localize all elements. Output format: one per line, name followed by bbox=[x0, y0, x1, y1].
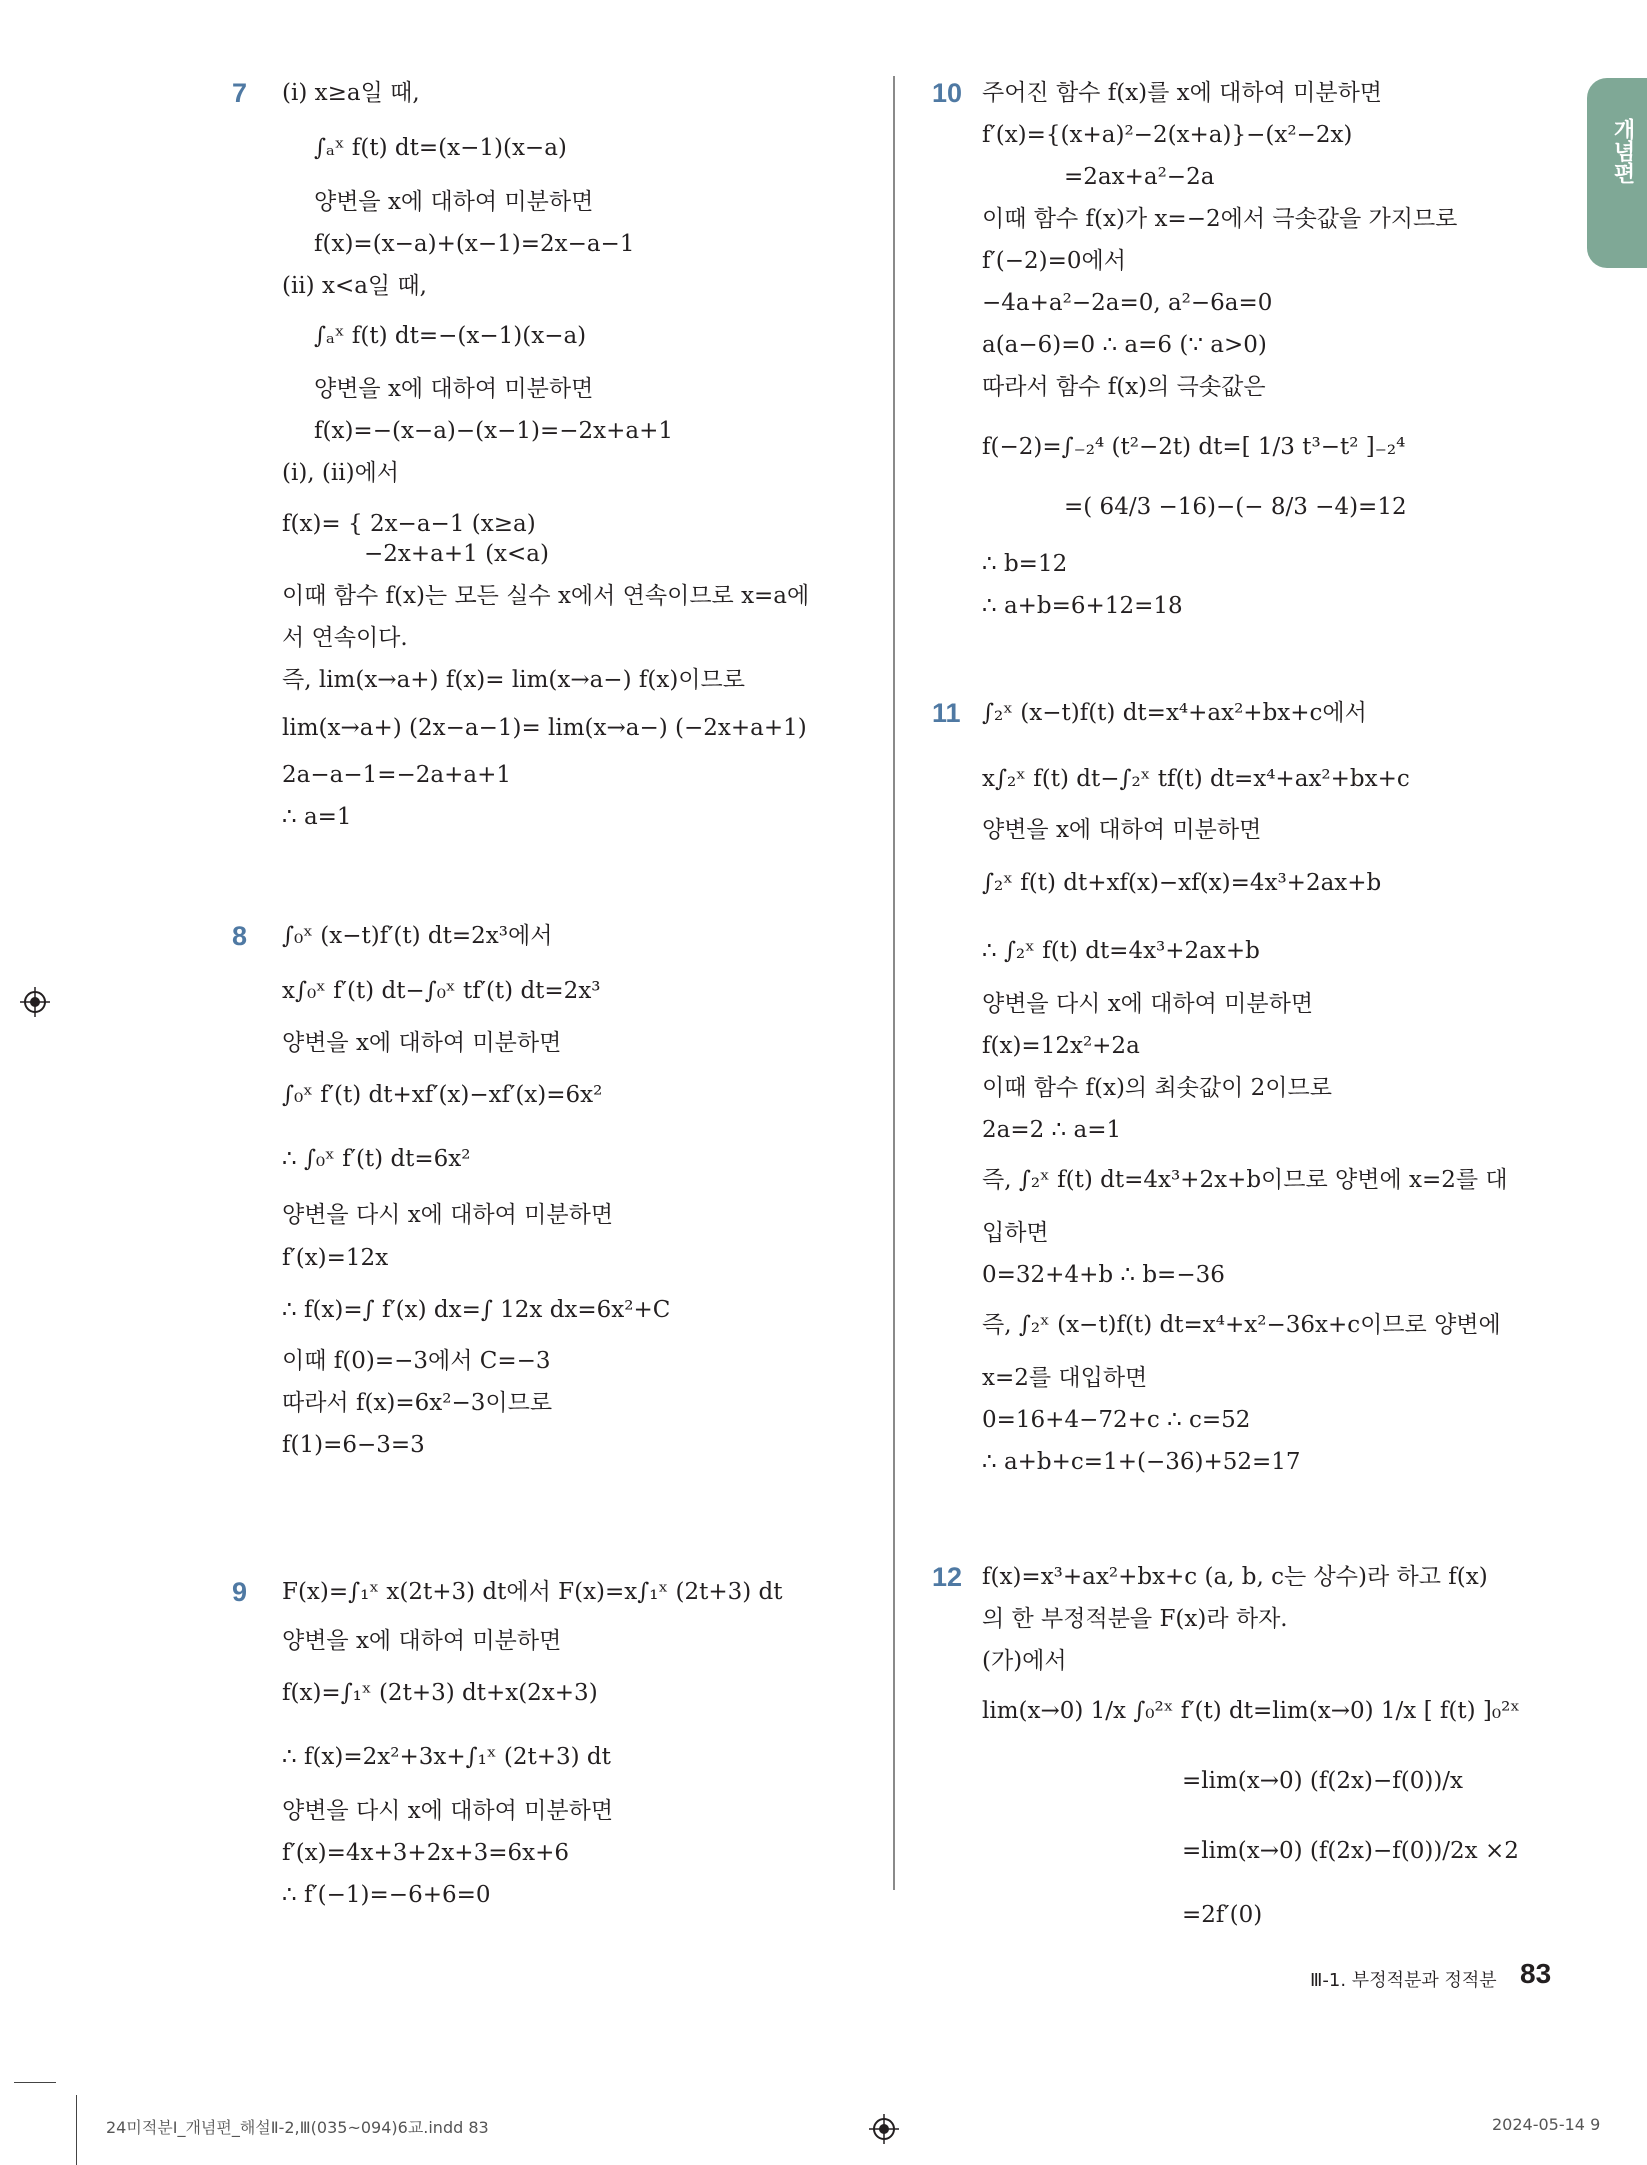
solution-line: 따라서 함수 f(x)의 극솟값은 bbox=[982, 374, 1266, 400]
problem-number: 9 bbox=[232, 1577, 248, 1607]
solution-line: ∴ a+b=6+12=18 bbox=[982, 593, 1183, 619]
solution-line: x∫₀ˣ f′(t) dt−∫₀ˣ tf′(t) dt=2x³ bbox=[282, 978, 601, 1004]
solution-line: (ⅰ), (ⅱ)에서 bbox=[282, 460, 400, 486]
solution-line: f′(x)=12x bbox=[282, 1245, 389, 1271]
solution-line: f(x)=−(x−a)−(x−1)=−2x+a+1 bbox=[314, 418, 674, 444]
problem-number: 7 bbox=[232, 78, 248, 108]
solution-line: x∫₂ˣ f(t) dt−∫₂ˣ tf(t) dt=x⁴+ax²+bx+c bbox=[982, 766, 1410, 792]
solution-line: a(a−6)=0 ∴ a=6 (∵ a>0) bbox=[982, 332, 1267, 358]
section-title: Ⅲ-1. 부정적분과 정적분 bbox=[1310, 1970, 1497, 1991]
solution-line: ∫ₐˣ f(t) dt=−(x−1)(x−a) bbox=[314, 323, 587, 349]
solution-line: f(x)=12x²+2a bbox=[982, 1033, 1140, 1059]
solution-line: =2f′(0) bbox=[1182, 1902, 1263, 1928]
problem-number: 11 bbox=[932, 698, 961, 728]
solution-line: 양변을 x에 대하여 미분하면 bbox=[282, 1030, 562, 1056]
solution-line: ∫₂ˣ f(t) dt+xf(x)−xf(x)=4x³+2ax+b bbox=[982, 870, 1382, 896]
slug-file: 24미적분Ⅰ_개념편_해설Ⅱ-2,Ⅲ(035~094)6교.indd 83 bbox=[106, 2118, 489, 2137]
solution-line: f(x)= { 2x−a−1 (x≥a) bbox=[282, 511, 536, 537]
solution-line: 즉, ∫₂ˣ (x−t)f(t) dt=x⁴+x²−36x+c이므로 양변에 bbox=[982, 1312, 1501, 1338]
solution-line: ∴ a=1 bbox=[282, 804, 352, 830]
solution-line: 0=32+4+b ∴ b=−36 bbox=[982, 1262, 1225, 1288]
solution-line: f′(−2)=0에서 bbox=[982, 248, 1126, 274]
solution-line: f′(x)={(x+a)²−2(x+a)}−(x²−2x) bbox=[982, 122, 1353, 148]
solution-line: 양변을 다시 x에 대하여 미분하면 bbox=[982, 991, 1314, 1017]
solution-line: ∴ a+b+c=1+(−36)+52=17 bbox=[982, 1449, 1301, 1475]
solution-line: (가)에서 bbox=[982, 1648, 1067, 1674]
trim-mark bbox=[14, 2082, 56, 2083]
solution-line: f(x)=(x−a)+(x−1)=2x−a−1 bbox=[314, 231, 635, 257]
solution-line: ∴ b=12 bbox=[982, 551, 1068, 577]
solution-line: x=2를 대입하면 bbox=[982, 1365, 1148, 1391]
solution-line: =( 64/3 −16)−(− 8/3 −4)=12 bbox=[1064, 494, 1407, 520]
problem-number: 12 bbox=[932, 1562, 963, 1592]
solution-line: (ⅱ) x<a일 때, bbox=[282, 273, 427, 299]
solution-line: ∴ f(x)=2x²+3x+∫₁ˣ (2t+3) dt bbox=[282, 1744, 611, 1770]
solution-line: −4a+a²−2a=0, a²−6a=0 bbox=[982, 290, 1273, 316]
solution-line: =2ax+a²−2a bbox=[1064, 164, 1215, 190]
solution-line: 서 연속이다. bbox=[282, 625, 408, 651]
solution-line: 이때 함수 f(x)의 최솟값이 2이므로 bbox=[982, 1075, 1332, 1101]
solution-line: 양변을 x에 대하여 미분하면 bbox=[314, 376, 594, 402]
solution-line: −2x+a+1 (x<a) bbox=[364, 541, 549, 567]
solution-line: 양변을 x에 대하여 미분하면 bbox=[982, 817, 1262, 843]
trim-mark bbox=[76, 2095, 77, 2165]
solution-line: 이때 함수 f(x)가 x=−2에서 극솟값을 가지므로 bbox=[982, 206, 1458, 232]
registration-mark-icon bbox=[869, 2114, 899, 2144]
solution-line: lim(x→0) 1/x ∫₀²ˣ f′(t) dt=lim(x→0) 1/x [ f(t) ]₀²ˣ bbox=[982, 1698, 1521, 1724]
solution-line: (ⅰ) x≥a일 때, bbox=[282, 80, 420, 106]
solution-line: f(x)=∫₁ˣ (2t+3) dt+x(2x+3) bbox=[282, 1680, 598, 1706]
solution-line: lim(x→a+) (2x−a−1)= lim(x→a−) (−2x+a+1) bbox=[282, 715, 807, 741]
solution-line: 의 한 부정적분을 F(x)라 하자. bbox=[982, 1606, 1288, 1632]
solution-line: 0=16+4−72+c ∴ c=52 bbox=[982, 1407, 1251, 1433]
solution-line: ∫₀ˣ f′(t) dt+xf′(x)−xf′(x)=6x² bbox=[282, 1082, 603, 1108]
solution-line: 이때 f(0)=−3에서 C=−3 bbox=[282, 1348, 551, 1374]
problem-number: 10 bbox=[932, 78, 963, 108]
solution-line: 양변을 다시 x에 대하여 미분하면 bbox=[282, 1798, 614, 1824]
side-tab bbox=[1587, 78, 1647, 268]
problem-number: 8 bbox=[232, 921, 248, 951]
solution-line: f(x)=x³+ax²+bx+c (a, b, c는 상수)라 하고 f(x) bbox=[982, 1564, 1488, 1590]
solution-line: ∴ ∫₂ˣ f(t) dt=4x³+2ax+b bbox=[982, 938, 1260, 964]
solution-line: 입하면 bbox=[982, 1220, 1049, 1246]
solution-line: ∴ f(x)=∫ f′(x) dx=∫ 12x dx=6x²+C bbox=[282, 1297, 671, 1323]
registration-mark-icon bbox=[20, 987, 50, 1017]
solution-line: 즉, ∫₂ˣ f(t) dt=4x³+2x+b이므로 양변에 x=2를 대 bbox=[982, 1167, 1508, 1193]
side-tab-label: 개념편 bbox=[1610, 118, 1635, 184]
solution-line: ∫ₐˣ f(t) dt=(x−1)(x−a) bbox=[314, 135, 567, 161]
slug-date: 2024-05-14 9 bbox=[1492, 2115, 1601, 2134]
solution-line: 양변을 다시 x에 대하여 미분하면 bbox=[282, 1202, 614, 1228]
solution-line: f′(x)=4x+3+2x+3=6x+6 bbox=[282, 1840, 569, 1866]
page-number: 83 bbox=[1520, 1958, 1552, 1989]
solution-line: ∫₀ˣ (x−t)f′(t) dt=2x³에서 bbox=[282, 923, 553, 949]
solution-line: 2a−a−1=−2a+a+1 bbox=[282, 762, 512, 788]
solution-line: =lim(x→0) (f(2x)−f(0))/2x ×2 bbox=[1182, 1838, 1519, 1864]
solution-line: ∫₂ˣ (x−t)f(t) dt=x⁴+ax²+bx+c에서 bbox=[982, 700, 1367, 726]
solution-line: 이때 함수 f(x)는 모든 실수 x에서 연속이므로 x=a에 bbox=[282, 583, 810, 609]
column-divider bbox=[893, 76, 895, 1890]
solution-line: ∴ f′(−1)=−6+6=0 bbox=[282, 1882, 491, 1908]
solution-line: 따라서 f(x)=6x²−3이므로 bbox=[282, 1390, 553, 1416]
solution-line: 즉, lim(x→a+) f(x)= lim(x→a−) f(x)이므로 bbox=[282, 667, 745, 693]
solution-line: F(x)=∫₁ˣ x(2t+3) dt에서 F(x)=x∫₁ˣ (2t+3) dt bbox=[282, 1579, 783, 1605]
solution-line: f(1)=6−3=3 bbox=[282, 1432, 425, 1458]
solution-line: 양변을 x에 대하여 미분하면 bbox=[314, 189, 594, 215]
solution-line: f(−2)=∫₋₂⁴ (t²−2t) dt=[ 1/3 t³−t² ]₋₂⁴ bbox=[982, 434, 1406, 460]
solution-line: =lim(x→0) (f(2x)−f(0))/x bbox=[1182, 1768, 1464, 1794]
solution-line: 주어진 함수 f(x)를 x에 대하여 미분하면 bbox=[982, 80, 1383, 106]
solution-line: 2a=2 ∴ a=1 bbox=[982, 1117, 1122, 1143]
solution-line: 양변을 x에 대하여 미분하면 bbox=[282, 1628, 562, 1654]
solution-line: ∴ ∫₀ˣ f′(t) dt=6x² bbox=[282, 1146, 471, 1172]
